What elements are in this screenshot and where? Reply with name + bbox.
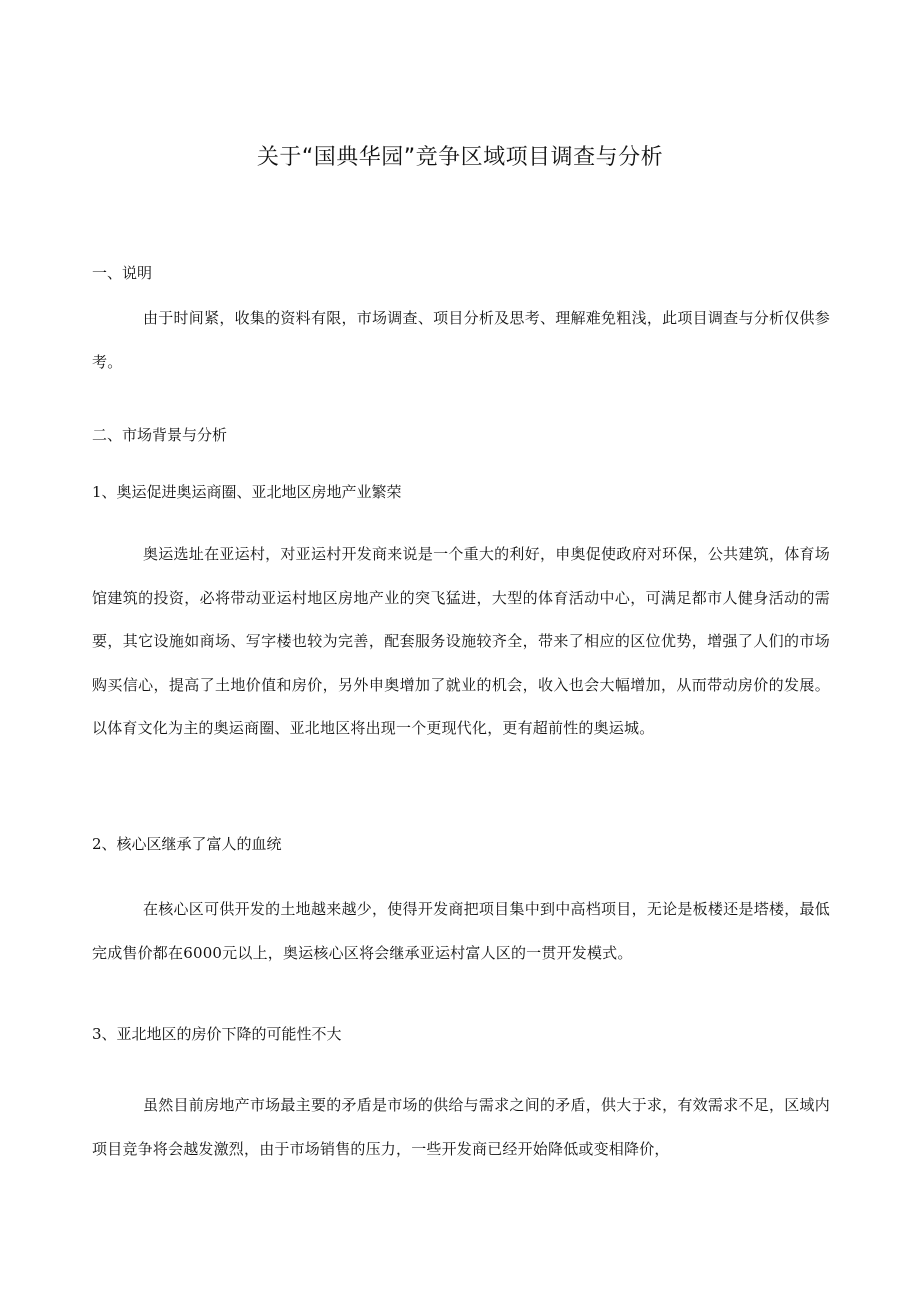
paragraph-core-area: 在核心区可供开发的土地越来越少，使得开发商把项目集中到中高档项目，无论是板楼还是塔楼，最低完成售价都在6000元以上，奥运核心区将会继承亚运村富人区的一贯开发模式。 xyxy=(92,900,830,962)
section-heading-market-background: 二、市场背景与分析 xyxy=(92,426,228,444)
subsection-heading-price-trend: 3、亚北地区的房价下降的可能性不大 xyxy=(92,1025,342,1043)
document-title: 关于“国典华园”竞争区域项目调查与分析 xyxy=(256,145,664,170)
paragraph-price-trend: 虽然目前房地产市场最主要的矛盾是市场的供给与需求之间的矛盾，供大于求，有效需求不足，区域内项目竞争将会越发激烈，由于市场销售的压力，一些开发商已经开始降低或变相降价， xyxy=(92,1096,830,1158)
subsection-heading-core-area: 2、核心区继承了富人的血统 xyxy=(92,835,282,853)
paragraph-explanation: 由于时间紧，收集的资料有限，市场调查、项目分析及思考、理解难免粗浅，此项目调查与分析仅供参考。 xyxy=(92,309,830,371)
section-heading-explanation: 一、说明 xyxy=(92,264,153,282)
paragraph-olympics: 奥运选址在亚运村，对亚运村开发商来说是一个重大的利好，申奥促使政府对环保，公共建筑，体育场馆建筑的投资，必将带动亚运村地区房地产业的突飞猛进，大型的体育活动中心，可满足都市人健身活动的需要，其它设施如商场、写字楼也较为完善，配套服务设施较齐全，带来了相应的区位优势，增强了人们的市场购买信心，提高了土地价值和房价，另外申奥增加了就业的机会，收入也会大幅增加，从而带动房价的发展。以体育文化为主的奥运商圈、亚北地区将出现一个更现代化，更有超前性的奥运城。 xyxy=(92,545,830,738)
subsection-heading-olympics: 1、奥运促进奥运商圈、亚北地区房地产业繁荣 xyxy=(92,483,402,501)
